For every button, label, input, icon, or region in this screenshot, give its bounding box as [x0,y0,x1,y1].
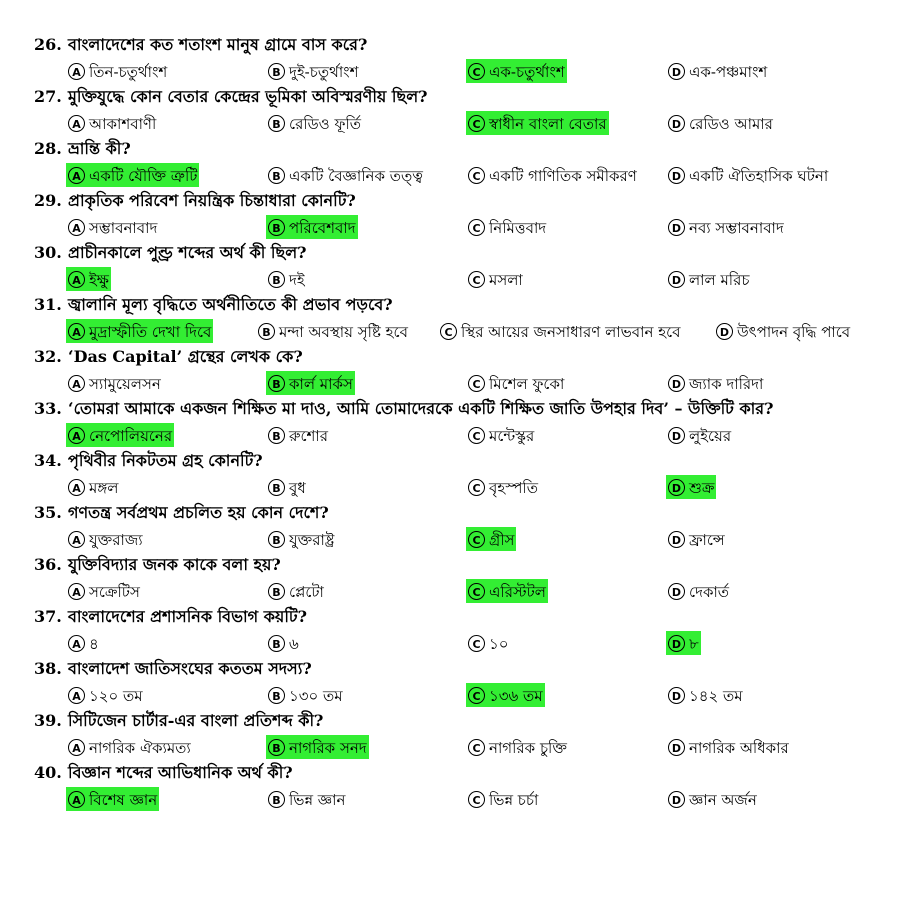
question-text: জ্বালানি মূল্য বৃদ্ধিতে অর্থনীতিতে কী প্রভাব পড়বে? [68,295,393,314]
question-block [34,344,874,396]
options-row [34,266,874,292]
answer-option-correct [666,475,716,499]
answer-option [66,527,145,551]
option-letter-circle: B [258,323,275,340]
option-text: জ্ঞান অর্জন [689,791,757,809]
options-row [34,370,874,396]
option-letter-circle: A [68,167,85,184]
question-text: সিটিজেন চার্টার-এর বাংলা প্রতিশব্দ কী? [68,711,324,730]
option-letter-circle: B [268,739,285,756]
option-text: লাল মরিচ [689,271,750,289]
option-text: দই [289,271,305,289]
question-number: 31. [34,295,62,314]
answer-option-correct [466,111,609,135]
option-letter-circle: C [468,791,485,808]
option-text: ৪ [89,635,99,653]
answer-option [666,59,769,83]
option-text: একটি যৌক্তি ত্রুটি [89,167,198,185]
option-letter-circle: D [668,687,685,704]
option-text: বৃহস্পতি [489,479,538,497]
answer-option-correct [666,631,701,655]
option-text: বুধ [289,479,306,497]
answer-option [266,683,345,707]
option-letter-circle: C [468,739,485,756]
option-letter-circle: B [268,271,285,288]
question-block [34,708,874,760]
answer-option [666,527,727,551]
answer-option-correct [66,267,111,291]
option-text: মুদ্রাস্ফীতি দেখা দিবে [89,323,212,341]
question-text: বিজ্ঞান শব্দের আভিধানিক অর্থ কী? [68,763,293,782]
option-letter-circle: B [268,427,285,444]
answer-option [66,59,169,83]
option-letter-circle: B [268,219,285,236]
option-text: দুই-চতুর্থাংশ [289,63,359,81]
answer-option-correct [66,319,213,343]
option-letter-circle: D [668,635,685,652]
options-row [34,526,874,552]
question-block [34,396,874,448]
answer-option [666,423,733,447]
question-number: 28. [34,139,62,158]
answer-option [466,787,540,811]
option-text: নেপোলিয়নের [89,427,173,445]
option-letter-circle: D [668,115,685,132]
question-text: প্রাচীনকালে পুণ্ড্র শব্দের অর্থ কী ছিল? [68,243,307,262]
option-text: রেডিও ফূর্তি [289,115,361,133]
answer-option [66,631,101,655]
question-block [34,188,874,240]
option-letter-circle: C [440,323,457,340]
question-block [34,136,874,188]
options-row [34,474,874,500]
question-line [34,344,303,370]
question-number: 36. [34,555,62,574]
option-letter-circle: A [68,479,85,496]
answer-option-correct [466,527,516,551]
answer-option-correct [266,371,355,395]
question-line [34,292,393,318]
answer-option [714,319,852,343]
answer-option [438,319,682,343]
question-text: পৃথিবীর নিকটতম গ্রহ কোনটি? [68,451,263,470]
option-letter-circle: B [268,583,285,600]
option-text: নব্য সম্ভাবনাবাদ [689,219,784,237]
option-letter-circle: A [68,687,85,704]
option-text: সক্রেটিস [89,583,140,601]
option-letter-circle: C [468,531,485,548]
option-text: জ্যাক দারিদা [689,375,764,393]
option-text: কার্ল মার্কস [289,375,353,393]
question-line [34,84,428,110]
option-text: উৎপাদন বৃদ্ধি পাবে [737,323,851,341]
answer-option [66,111,158,135]
option-text: এরিস্টটল [489,583,546,601]
option-letter-circle: C [468,167,485,184]
option-text: একটি গাণিতিক সমীকরণ [489,167,637,185]
answer-option [666,579,731,603]
answer-option [666,735,791,759]
options-row [34,786,874,812]
option-letter-circle: D [668,167,685,184]
answer-option [666,371,765,395]
option-text: তিন-চতুর্থাংশ [89,63,168,81]
options-row [34,58,874,84]
question-block [34,84,874,136]
options-row [34,110,874,136]
option-letter-circle: A [68,739,85,756]
option-letter-circle: B [268,791,285,808]
answer-option-correct [66,423,174,447]
question-line [34,500,329,526]
option-letter-circle: D [668,427,685,444]
option-text: গ্রীস [489,531,515,549]
option-letter-circle: B [268,63,285,80]
options-row [34,422,874,448]
option-letter-circle: D [668,375,685,392]
question-number: 26. [34,35,62,54]
question-line [34,760,293,786]
answer-option [66,735,193,759]
option-text: মন্টেস্কুর [489,427,535,445]
option-letter-circle: A [68,219,85,236]
option-text: রুশোর [289,427,329,445]
option-text: একটি ঐতিহাসিক ঘটনা [689,167,829,185]
question-block [34,500,874,552]
option-letter-circle: A [68,791,85,808]
option-letter-circle: A [68,63,85,80]
option-letter-circle: B [268,167,285,184]
question-text: ‘তোমরা আমাকে একজন শিক্ষিত মা দাও, আমি তোমাদেরকে একটি শিক্ষিত জাতি উপহার দিব’ – উক্তিটি কার? [68,399,774,418]
question-line [34,604,307,630]
answer-option [666,787,759,811]
option-text: যুক্তরাষ্ট্র [289,531,335,549]
option-letter-circle: A [68,323,85,340]
option-text: যুক্তরাজ্য [89,531,143,549]
option-text: স্বাধীন বাংলা বেতার [489,115,607,133]
question-number: 35. [34,503,62,522]
answer-option-correct [266,215,358,239]
option-letter-circle: A [68,271,85,288]
option-text: নাগরিক অধিকার [689,739,789,757]
question-number: 27. [34,87,62,106]
question-sheet [34,32,874,812]
option-letter-circle: B [268,531,285,548]
question-line [34,136,131,162]
option-letter-circle: D [668,63,685,80]
question-number: 33. [34,399,62,418]
option-text: প্লেটো [289,583,324,601]
question-text: যুক্তিবিদ্যার জনক কাকে বলা হয়? [68,555,281,574]
answer-option [256,319,410,343]
question-block [34,448,874,500]
option-text: ভিন্ন চর্চা [489,791,539,809]
answer-option [466,423,536,447]
question-number: 32. [34,347,62,366]
option-letter-circle: B [268,375,285,392]
option-text: মসলা [489,271,523,289]
answer-option [66,215,159,239]
option-letter-circle: D [668,583,685,600]
options-row [34,318,874,344]
option-letter-circle: C [468,375,485,392]
answer-option [266,423,330,447]
option-text: নিমিত্তবাদ [489,219,547,237]
question-line [34,32,367,58]
question-line [34,396,773,422]
option-text: এক-চতুর্থাংশ [489,63,565,81]
answer-option [666,683,745,707]
answer-option-correct [466,59,567,83]
option-letter-circle: D [668,479,685,496]
option-text: ৬ [289,635,299,653]
option-letter-circle: D [668,739,685,756]
answer-option [466,371,566,395]
question-block [34,240,874,292]
option-text: মন্দা অবস্থায় সৃষ্টি হবে [279,323,408,341]
question-line [34,240,307,266]
question-block [34,656,874,708]
answer-option-correct [66,787,159,811]
option-text: মঙ্গল [89,479,119,497]
option-letter-circle: A [68,583,85,600]
answer-option-correct [466,683,545,707]
option-letter-circle: C [468,115,485,132]
question-text: ‘Das Capital’ গ্রন্থের লেখক কে? [68,347,303,366]
option-letter-circle: B [268,687,285,704]
answer-option [466,631,511,655]
question-number: 37. [34,607,62,626]
option-text: ইক্ষু [89,271,109,289]
option-text: ৮ [689,635,699,653]
option-letter-circle: C [468,583,485,600]
option-letter-circle: D [668,531,685,548]
answer-option [66,579,142,603]
option-letter-circle: B [268,479,285,496]
option-text: ১৪২ তম [689,687,743,705]
answer-option-correct [266,735,369,759]
answer-option [466,163,639,187]
question-block [34,760,874,812]
option-text: রেডিও আমার [689,115,773,133]
option-text: নাগরিক চুক্তি [489,739,567,757]
option-letter-circle: D [668,271,685,288]
option-text: সম্ভাবনাবাদ [89,219,158,237]
option-letter-circle: C [468,479,485,496]
option-text: ১২০ তম [89,687,143,705]
option-text: ফ্রান্সে [689,531,725,549]
answer-option [266,475,308,499]
option-text: ভিন্ন জ্ঞান [289,791,346,809]
options-row [34,162,874,188]
option-letter-circle: D [668,219,685,236]
question-block [34,32,874,84]
answer-option [266,631,301,655]
answer-option [466,475,540,499]
option-text: এক-পঞ্চমাংশ [689,63,768,81]
question-line [34,552,281,578]
question-line [34,708,323,734]
option-letter-circle: A [68,531,85,548]
question-number: 30. [34,243,62,262]
answer-option-correct [466,579,548,603]
option-letter-circle: A [68,115,85,132]
question-number: 40. [34,763,62,782]
option-text: নাগরিক ঐক্যমত্য [89,739,191,757]
option-letter-circle: A [68,375,85,392]
question-text: প্রাকৃতিক পরিবেশ নিয়ন্ত্রিক চিন্তাধারা কোনটি? [68,191,356,210]
question-text: বাংলাদেশ জাতিসংঘের কততম সদস্য? [68,659,312,678]
option-letter-circle: C [468,271,485,288]
option-letter-circle: C [468,687,485,704]
option-text: ১৩০ তম [289,687,343,705]
answer-option-correct [66,163,199,187]
option-letter-circle: C [468,427,485,444]
answer-option [66,683,145,707]
option-text: পরিবেশবাদ [289,219,356,237]
answer-option [266,267,307,291]
option-text: আকাশবাণী [89,115,157,133]
answer-option [466,735,569,759]
question-text: ভ্রান্তি কী? [68,139,131,158]
option-text: স্যামুয়েলসন [89,375,161,393]
question-number: 29. [34,191,62,210]
question-text: মুক্তিযুদ্ধে কোন বেতার কেন্দ্রের ভূমিকা অবিস্মরণীয় ছিল? [68,87,428,106]
answer-option [266,787,347,811]
answer-option [666,163,830,187]
question-number: 34. [34,451,62,470]
option-letter-circle: A [68,635,85,652]
option-letter-circle: B [268,115,285,132]
option-text: বিশেষ জ্ঞান [89,791,158,809]
question-line [34,656,312,682]
answer-option [266,163,425,187]
answer-option [466,215,548,239]
options-row [34,682,874,708]
answer-option [666,111,775,135]
option-letter-circle: A [68,427,85,444]
option-text: শুক্র [689,479,715,497]
option-letter-circle: C [468,63,485,80]
option-text: লুইয়ের [689,427,732,445]
question-block [34,604,874,656]
answer-option [666,215,786,239]
option-letter-circle: D [668,791,685,808]
option-text: মিশেল ফুকো [489,375,565,393]
question-text: বাংলাদেশের প্রশাসনিক বিভাগ কয়টি? [68,607,307,626]
answer-option [266,527,336,551]
question-line [34,448,263,474]
question-text: বাংলাদেশের কত শতাংশ মানুষ গ্রামে বাস করে? [68,35,368,54]
option-text: নাগরিক সনদ [289,739,367,757]
question-block [34,552,874,604]
answer-option [66,371,163,395]
option-text: দেকার্ত [689,583,730,601]
answer-option [266,59,361,83]
option-text: ১৩৬ তম [489,687,543,705]
question-number: 39. [34,711,62,730]
question-line [34,188,356,214]
answer-option [66,475,120,499]
question-number: 38. [34,659,62,678]
option-text: একটি বৈজ্ঞানিক তত্ত্ব [289,167,423,185]
option-letter-circle: C [468,635,485,652]
options-row [34,734,874,760]
options-row [34,578,874,604]
answer-option [466,267,525,291]
options-row [34,630,874,656]
answer-option [266,111,363,135]
option-text: ১০ [489,635,509,653]
answer-option [666,267,751,291]
options-row [34,214,874,240]
option-letter-circle: D [716,323,733,340]
option-letter-circle: B [268,635,285,652]
answer-option [266,579,326,603]
option-letter-circle: C [468,219,485,236]
question-block [34,292,874,344]
option-text: স্থির আয়ের জনসাধারণ লাভবান হবে [461,323,681,341]
question-text: গণতন্ত্র সর্বপ্রথম প্রচলিত হয় কোন দেশে? [68,503,329,522]
